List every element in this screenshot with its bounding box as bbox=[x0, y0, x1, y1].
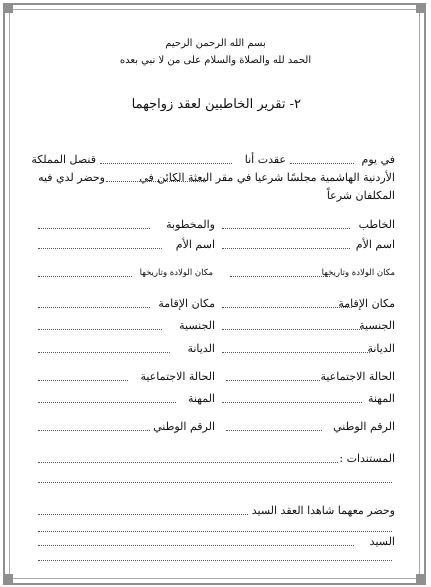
witness-1-field[interactable] bbox=[38, 514, 248, 515]
documents-label: المستندات : bbox=[339, 452, 395, 465]
witness-2-field[interactable] bbox=[38, 545, 354, 546]
groom-birth-field[interactable] bbox=[230, 276, 330, 277]
bride-birth-field[interactable] bbox=[38, 276, 132, 277]
bride-national-id-label: الرقم الوطني bbox=[153, 420, 215, 433]
bride-national-id-field[interactable] bbox=[38, 430, 150, 431]
groom-nationality-label: الجنسية bbox=[359, 319, 395, 332]
consul-name-field[interactable] bbox=[100, 163, 232, 164]
documents-field-1[interactable] bbox=[38, 462, 338, 463]
page-title: ٢- تقرير الخاطبين لعقد زواجهما bbox=[131, 97, 301, 112]
groom-mother-field[interactable] bbox=[222, 248, 350, 249]
groom-religion-label: الديانة bbox=[367, 342, 395, 355]
witness-1-field-cont[interactable] bbox=[38, 531, 392, 532]
witness-2-field-cont[interactable] bbox=[38, 560, 392, 561]
groom-national-id-label: الرقم الوطني bbox=[333, 420, 395, 433]
mission-address-field[interactable] bbox=[106, 181, 206, 182]
corner-ornament bbox=[416, 574, 426, 584]
intro-line2: الأردنية الهاشمية مجلسًا شرعيا في مقر البعثة الكائن في bbox=[139, 171, 395, 184]
bride-job-field[interactable] bbox=[38, 402, 176, 403]
basmala: بسم الله الرحمن الرحيم bbox=[165, 38, 266, 49]
groom-mother-label: اسم الأم bbox=[355, 238, 395, 251]
groom-name-field[interactable] bbox=[222, 228, 350, 229]
groom-residence-field[interactable] bbox=[222, 307, 352, 308]
page-border-inner bbox=[9, 9, 420, 579]
groom-nationality-field[interactable] bbox=[222, 329, 362, 330]
corner-ornament bbox=[3, 574, 13, 584]
intro-on-day: في يوم bbox=[361, 153, 395, 166]
groom-marital-label: الحالة الاجتماعية bbox=[320, 370, 395, 383]
groom-marital-field[interactable] bbox=[226, 380, 320, 381]
bride-birth-label: مكان الولادة وتاريخها bbox=[139, 268, 213, 278]
bride-mother-field[interactable] bbox=[38, 248, 162, 249]
bride-nationality-label: الجنسية bbox=[179, 319, 215, 332]
groom-birth-label: مكان الولادة وتاريخها bbox=[321, 268, 395, 278]
corner-ornament bbox=[416, 3, 426, 13]
bride-job-label: المهنة bbox=[187, 392, 215, 405]
intro-consul: قنصل المملكة bbox=[31, 153, 96, 166]
groom-residence-label: مكان الإقامة bbox=[338, 297, 395, 310]
witnesses-label: وحضر معهما شاهدا العقد السيد bbox=[251, 504, 395, 517]
bride-marital-label: الحالة الاجتماعية bbox=[140, 370, 215, 383]
groom-job-label: المهنة bbox=[367, 392, 395, 405]
bride-name-field[interactable] bbox=[38, 228, 150, 229]
hamdala: الحمد لله والصلاة والسلام على من لا نبي بعده bbox=[119, 55, 312, 66]
intro-i-held: عقدت أنا bbox=[244, 153, 286, 166]
witness-2-label: السيد bbox=[369, 535, 395, 548]
bride-label: والمخطوبة bbox=[166, 218, 215, 231]
bride-religion-label: الديانة bbox=[187, 342, 215, 355]
groom-religion-field[interactable] bbox=[222, 352, 370, 353]
groom-job-field[interactable] bbox=[222, 402, 362, 403]
bride-residence-field[interactable] bbox=[38, 307, 150, 308]
intro-line2-end: وحضر لدي فيه bbox=[38, 171, 105, 184]
corner-ornament bbox=[3, 3, 13, 13]
bride-nationality-field[interactable] bbox=[38, 329, 162, 330]
bride-residence-label: مكان الإقامة bbox=[158, 297, 215, 310]
intro-line3: المكلفان شرعاً bbox=[326, 189, 395, 202]
bride-mother-label: اسم الأم bbox=[175, 238, 215, 251]
bride-marital-field[interactable] bbox=[38, 380, 128, 381]
bride-religion-field[interactable] bbox=[38, 352, 170, 353]
documents-field-2[interactable] bbox=[38, 482, 392, 483]
groom-label: الخاطب bbox=[358, 218, 395, 231]
day-field[interactable] bbox=[290, 163, 354, 164]
groom-national-id-field[interactable] bbox=[226, 430, 322, 431]
